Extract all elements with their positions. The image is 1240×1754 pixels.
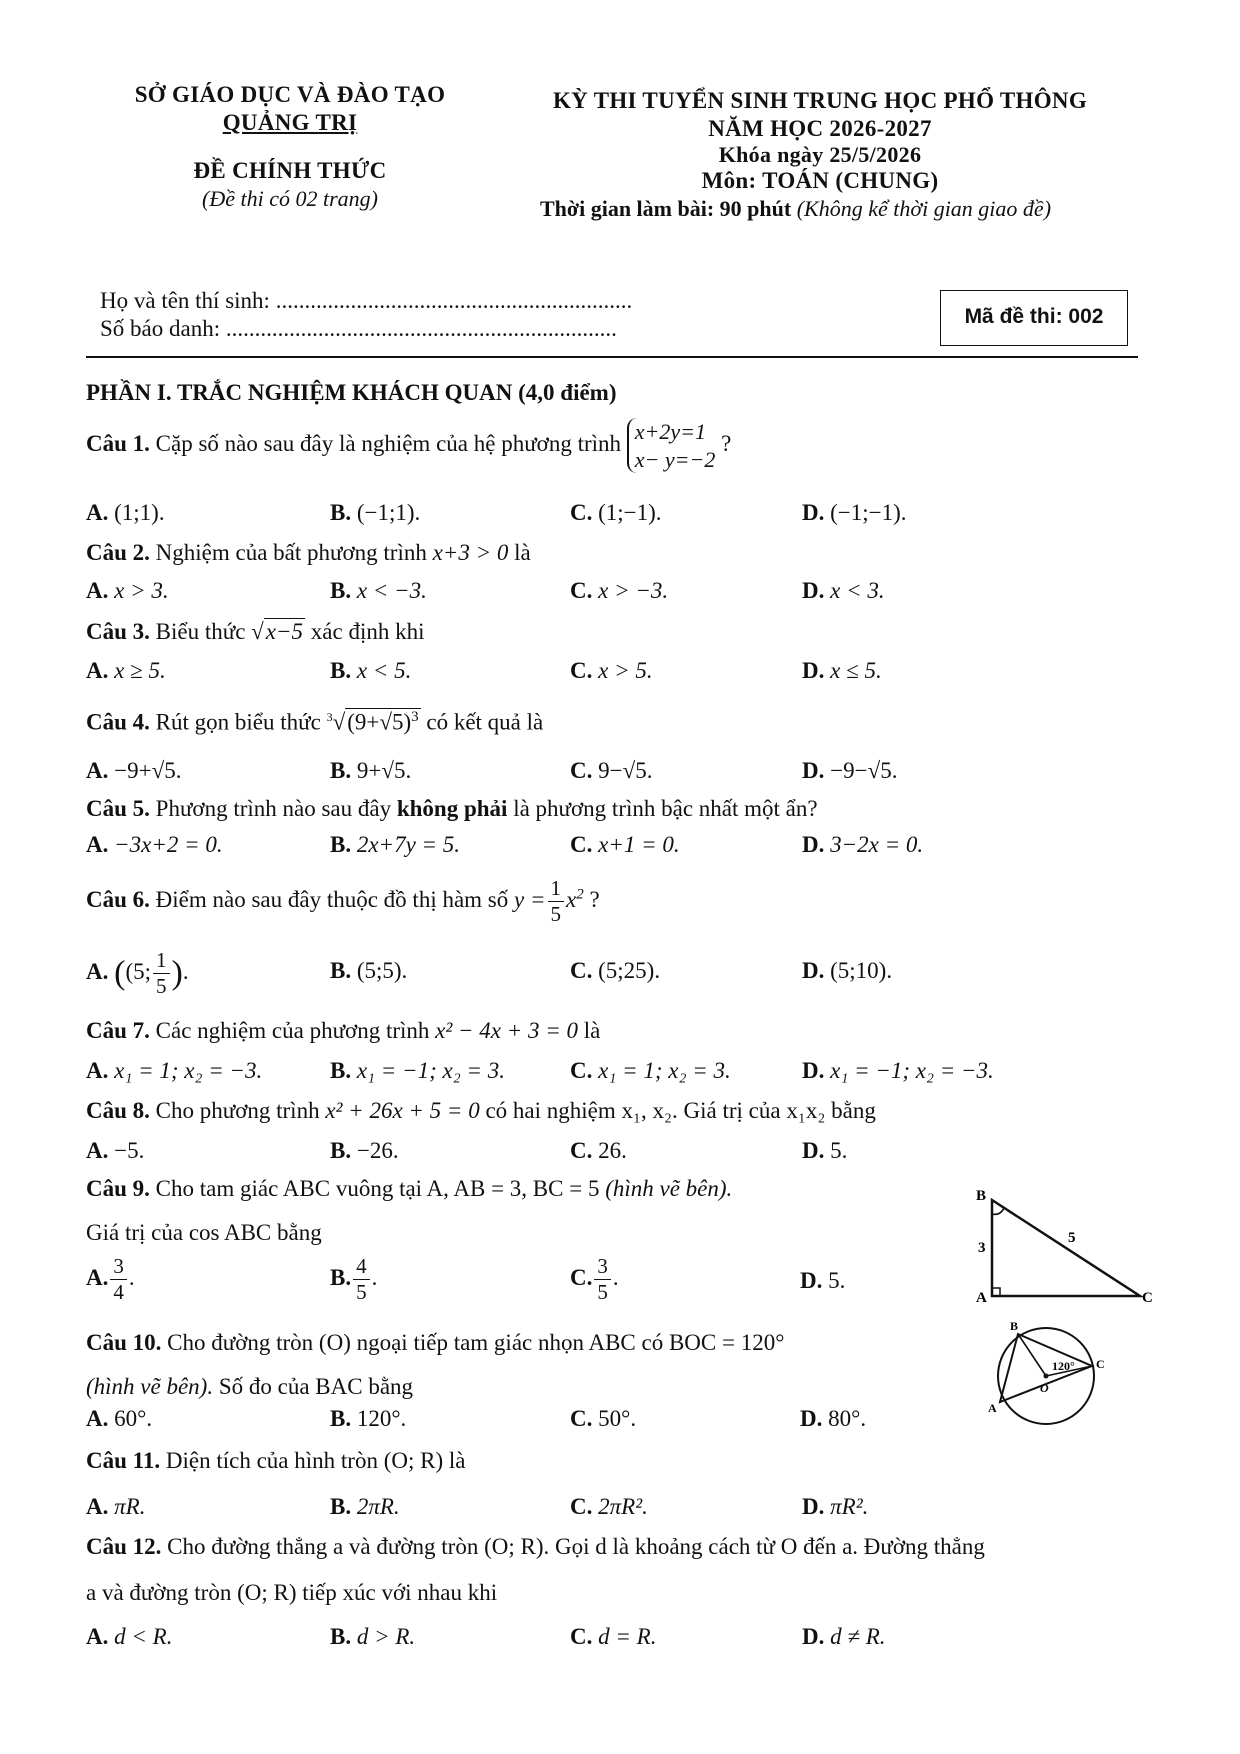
q3-radicand: x−5 bbox=[265, 619, 304, 644]
triangle-figure bbox=[958, 1186, 1158, 1316]
candidate-name-line bbox=[100, 288, 632, 314]
question-8: Câu 8. Cho phương trình x² + 26x + 5 = 0 có hai nghiệm x₁, x₂. Giá trị của x₁x₂ bằng bbox=[86, 1098, 876, 1123]
q8-option-c[interactable]: C. 26. bbox=[570, 1138, 627, 1163]
q4-option-d[interactable]: D. −9−√5. bbox=[802, 758, 898, 783]
q5-option-b[interactable]: B. 2x+7y = 5. bbox=[330, 832, 461, 857]
candidate-id-dots: .................................................................... bbox=[225, 316, 617, 341]
q1-system bbox=[627, 418, 716, 473]
question-12-line2: a và đường tròn (O; R) tiếp xúc với nhau khi bbox=[86, 1580, 498, 1605]
question-2: Câu 2. Nghiệm của bất phương trình x+3 > 0 là bbox=[86, 540, 531, 565]
q5-emphasis: không phải bbox=[396, 796, 508, 821]
fig9-label-ab: 3 bbox=[978, 1240, 986, 1256]
q1-eq1: x+2y=1 bbox=[634, 419, 706, 444]
q4-option-c[interactable]: C. 9−√5. bbox=[570, 758, 653, 783]
q1-label: Câu 1. bbox=[86, 430, 150, 456]
q7-math: x² − 4x + 3 = 0 bbox=[435, 1018, 579, 1043]
q3-option-a[interactable]: A. x ≥ 5. bbox=[86, 658, 166, 683]
q12-option-d[interactable]: D. d ≠ R. bbox=[802, 1624, 886, 1649]
q1-text: Cặp số nào sau đây là nghiệm của hệ phương trình bbox=[149, 430, 622, 456]
q7-option-c[interactable]: C. x₁ = 1; x₂ = 3. bbox=[570, 1058, 731, 1083]
fig9-label-b: B bbox=[976, 1188, 987, 1204]
q8-option-a[interactable]: A. −5. bbox=[86, 1138, 145, 1163]
q7-option-b[interactable]: B. x₁ = −1; x₂ = 3. bbox=[330, 1058, 505, 1083]
fig10-label-b: B bbox=[1010, 1320, 1019, 1333]
q1-option-b[interactable]: B. (−1;1). bbox=[330, 500, 421, 525]
question-7: Câu 7. Các nghiệm của phương trình x² − 4x + 3 = 0 là bbox=[86, 1018, 601, 1043]
q5-option-d[interactable]: D. 3−2x = 0. bbox=[802, 832, 924, 857]
q12-option-b[interactable]: B. d > R. bbox=[330, 1624, 416, 1649]
fig9-label-bc: 5 bbox=[1068, 1230, 1076, 1246]
q1-tail: ? bbox=[715, 430, 732, 456]
question-1 bbox=[86, 418, 731, 473]
exam-code: Mã đề thi: 002 bbox=[964, 305, 1104, 328]
fig10-label-a: A bbox=[988, 1401, 997, 1415]
exam-date: Khóa ngày 25/5/2026 bbox=[718, 142, 922, 167]
q6-math: y = bbox=[514, 886, 546, 912]
q7-option-d[interactable]: D. x₁ = −1; x₂ = −3. bbox=[802, 1058, 994, 1083]
exam-title: KỲ THI TUYỂN SINH TRUNG HỌC PHỔ THÔNG bbox=[552, 88, 1088, 113]
q5-option-c[interactable]: C. x+1 = 0. bbox=[570, 832, 680, 857]
exam-code-box bbox=[940, 290, 1128, 346]
candidate-name-label: Họ và tên thí sinh: bbox=[100, 288, 270, 313]
q4-option-a[interactable]: A. −9+√5. bbox=[86, 758, 182, 783]
q6-option-a[interactable]: A. ((5; $\frac{1}{5}$ ). bbox=[86, 948, 189, 998]
q6-option-b[interactable]: B. (5;5). bbox=[330, 958, 408, 983]
dept-name: SỞ GIÁO DỤC VÀ ĐÀO TẠO bbox=[134, 82, 446, 107]
subject: Môn: TOÁN (CHUNG) bbox=[701, 168, 939, 193]
question-6: Câu 6. Điểm nào sau đây thuộc đồ thị hàm số y = $\frac{1}{5}$ $x^2$ ? bbox=[86, 876, 600, 926]
q9-option-c[interactable]: C. $\frac{3}{5}$ . bbox=[570, 1254, 619, 1304]
q6-option-c[interactable]: C. (5;25). bbox=[570, 958, 661, 983]
question-10: Câu 10. Cho đường tròn (O) ngoại tiếp tam giác nhọn ABC có BOC = 120° bbox=[86, 1330, 785, 1355]
question-12: Câu 12. Cho đường thẳng a và đường tròn (O; R). Gọi d là khoảng cách từ O đến a. Đường thẳng bbox=[86, 1534, 985, 1559]
page-count: (Đề thi có 02 trang) bbox=[202, 186, 378, 211]
q11-option-d[interactable]: D. πR². bbox=[802, 1494, 869, 1519]
time-limit-main: Thời gian làm bài: 90 phút bbox=[540, 196, 797, 221]
question-9-line2: Giá trị của cos ABC bằng bbox=[86, 1220, 322, 1245]
q10-option-a[interactable]: A. 60°. bbox=[86, 1406, 153, 1431]
q9-option-b[interactable]: B. $\frac{4}{5}$ . bbox=[330, 1254, 378, 1304]
time-limit bbox=[540, 196, 1160, 222]
fig10-angle: 120° bbox=[1052, 1359, 1075, 1373]
q8-option-d[interactable]: D. 5. bbox=[802, 1138, 848, 1163]
school-year: NĂM HỌC 2026-2027 bbox=[708, 116, 932, 141]
q2-option-d[interactable]: D. x < 3. bbox=[802, 578, 885, 603]
q6-option-d[interactable]: D. (5;10). bbox=[802, 958, 893, 983]
q12-option-a[interactable]: A. d < R. bbox=[86, 1624, 173, 1649]
q9-option-d[interactable]: D. 5. bbox=[800, 1268, 846, 1293]
q4-radicand: $(9+√5)^3$ bbox=[347, 709, 419, 735]
q1-option-c[interactable]: C. (1;−1). bbox=[570, 500, 662, 525]
q3-option-d[interactable]: D. x ≤ 5. bbox=[802, 658, 882, 683]
q2-option-a[interactable]: A. x > 3. bbox=[86, 578, 169, 603]
q8-math: x² + 26x + 5 = 0 bbox=[325, 1098, 480, 1123]
header-divider bbox=[86, 356, 1138, 358]
question-11: Câu 11. Diện tích của hình tròn (O; R) là bbox=[86, 1448, 466, 1473]
q1-eq2: x− y=−2 bbox=[634, 446, 716, 472]
fig9-label-a: A bbox=[976, 1290, 987, 1306]
candidate-id-line bbox=[100, 316, 617, 342]
q2-math: x+3 > 0 bbox=[432, 540, 509, 565]
question-3: Câu 3. Biểu thức √x−5 xác định khi bbox=[86, 619, 425, 644]
q10-option-d[interactable]: D. 80°. bbox=[800, 1406, 867, 1431]
q1-option-d[interactable]: D. (−1;−1). bbox=[802, 500, 907, 525]
q7-option-a[interactable]: A. x₁ = 1; x₂ = −3. bbox=[86, 1058, 263, 1083]
circle-figure bbox=[980, 1320, 1120, 1430]
q12-option-c[interactable]: C. d = R. bbox=[570, 1624, 657, 1649]
fig10-label-c: C bbox=[1096, 1357, 1105, 1371]
q11-option-a[interactable]: A. πR. bbox=[86, 1494, 146, 1519]
section-title: PHẦN I. TRẮC NGHIỆM KHÁCH QUAN (4,0 điểm) bbox=[86, 380, 617, 405]
q6-fraction: $\frac{1}{5}$ bbox=[548, 878, 565, 925]
q3-option-b[interactable]: B. x < 5. bbox=[330, 658, 412, 683]
q9-option-a[interactable]: A. $\frac{3}{4}$ . bbox=[86, 1254, 135, 1304]
candidate-name-dots: .............................................................. bbox=[275, 288, 633, 313]
q1-option-a[interactable]: A. (1;1). bbox=[86, 500, 165, 525]
q11-option-b[interactable]: B. 2πR. bbox=[330, 1494, 400, 1519]
question-9: Câu 9. Cho tam giác ABC vuông tại A, AB = 3, BC = 5 (hình vẽ bên). bbox=[86, 1176, 733, 1201]
q2-option-c[interactable]: C. x > −3. bbox=[570, 578, 669, 603]
q3-option-c[interactable]: C. x > 5. bbox=[570, 658, 653, 683]
fig10-label-o: O bbox=[1040, 1381, 1049, 1395]
q8-option-b[interactable]: B. −26. bbox=[330, 1138, 399, 1163]
q10-option-b[interactable]: B. 120°. bbox=[330, 1406, 407, 1431]
q10-option-c[interactable]: C. 50°. bbox=[570, 1406, 637, 1431]
candidate-id-label: Số báo danh: bbox=[100, 316, 221, 341]
question-10-line2: (hình vẽ bên). Số đo của BAC bằng bbox=[86, 1374, 414, 1399]
time-limit-note: (Không kể thời gian giao đề) bbox=[796, 196, 1052, 221]
q11-option-c[interactable]: C. 2πR². bbox=[570, 1494, 648, 1519]
official-label: ĐỀ CHÍNH THỨC bbox=[193, 158, 387, 183]
question-5: Câu 5. Phương trình nào sau đây không phải là phương trình bậc nhất một ẩn? bbox=[86, 796, 818, 821]
province-name: QUẢNG TRỊ bbox=[222, 110, 358, 135]
question-4: Câu 4. Rút gọn biểu thức $^3√(9+√5)^3$ có kết quả là bbox=[86, 709, 544, 735]
q5-option-a[interactable]: A. −3x+2 = 0. bbox=[86, 832, 223, 857]
q2-option-b[interactable]: B. x < −3. bbox=[330, 578, 427, 603]
q4-option-b[interactable]: B. 9+√5. bbox=[330, 758, 412, 783]
fig9-label-c: C bbox=[1142, 1290, 1153, 1306]
